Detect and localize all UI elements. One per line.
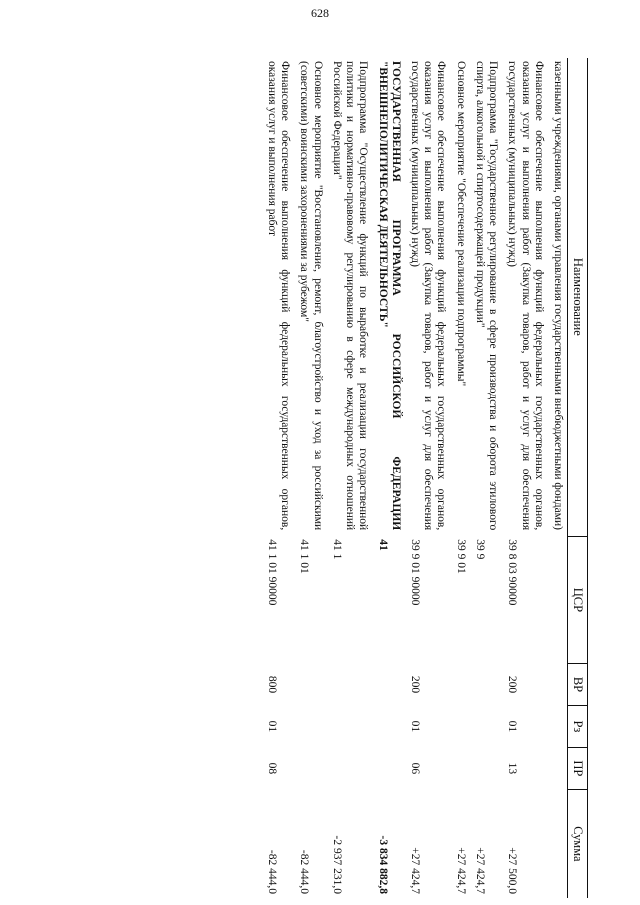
cell-rz bbox=[450, 705, 469, 747]
table-row bbox=[327, 58, 373, 898]
cell-pr bbox=[548, 747, 568, 789]
cell-name: Финансовое обеспечение выполнения функций федеральных государственных органов, оказания услуг и выполнения работ bbox=[266, 61, 292, 531]
header-sum: Сумма bbox=[568, 789, 588, 898]
cell-pr bbox=[327, 747, 373, 789]
table-row bbox=[294, 58, 326, 898]
cell-pr: 06 bbox=[409, 762, 422, 775]
cell-csr: 41 1 01 bbox=[298, 539, 311, 574]
cell-sum: -3 834 882,8 bbox=[376, 835, 389, 894]
budget-table-container bbox=[68, 58, 588, 898]
cell-csr: 39 9 bbox=[473, 539, 486, 560]
cell-name: Основное мероприятие "Восстановление, ремонт, благоустройство и уход за российскими (советскими) воинскими захоронениями за рубежом" bbox=[298, 61, 324, 531]
cell-vr bbox=[548, 664, 568, 706]
cell-vr bbox=[470, 664, 502, 706]
cell-csr: 39 8 03 90000 bbox=[506, 539, 519, 606]
cell-sum: +27 500,0 bbox=[506, 847, 519, 894]
cell-pr bbox=[294, 747, 326, 789]
cell-csr: 41 1 01 90000 bbox=[266, 539, 279, 606]
cell-vr: 800 bbox=[266, 675, 279, 694]
cell-name: Финансовое обеспечение выполнения функций федеральных государственных органов, оказания услуг и выполнения работ (Закупка товаров, работ и услуг для обеспечения государственных (муниципальных) нужд) bbox=[409, 61, 448, 531]
cell-csr: 41 1 bbox=[330, 539, 343, 560]
cell-name: Финансовое обеспечение выполнения функций федеральных государственных органов, оказания услуг и выполнения работ (Закупка товаров, работ и услуг для обеспечения государственных (муниципальных) нужд) bbox=[506, 61, 545, 531]
cell-csr: 41 bbox=[376, 539, 389, 551]
table-row bbox=[548, 58, 568, 898]
page-number: 628 bbox=[311, 6, 329, 20]
cell-name: Подпрограмма "Государственное регулирование в сфере производства и оборота этилового спирта, алкогольной и спиртосодержащей продукции" bbox=[473, 61, 500, 531]
cell-rz bbox=[372, 705, 404, 747]
cell-csr: 39 9 01 90000 bbox=[409, 539, 422, 606]
header-rz: Рз bbox=[568, 705, 588, 747]
cell-sum: +27 424,7 bbox=[454, 847, 467, 894]
header-pr: ПР bbox=[568, 747, 588, 789]
cell-vr: 200 bbox=[409, 675, 422, 694]
cell-name: Подпрограмма "Осуществление функций по выработке и реализации государственной политики и нормативно-правовому регулированию в сфере международных отношений Российской Федерации" bbox=[330, 61, 370, 531]
cell-rz bbox=[327, 705, 373, 747]
cell-vr: 200 bbox=[506, 675, 519, 694]
budget-table bbox=[262, 58, 588, 898]
header-name: Наименование bbox=[568, 58, 588, 536]
table-row bbox=[372, 58, 404, 898]
cell-pr bbox=[372, 747, 404, 789]
cell-csr bbox=[548, 536, 568, 663]
table-row bbox=[405, 58, 451, 898]
cell-rz: 01 bbox=[266, 720, 279, 733]
cell-sum: +27 424,7 bbox=[473, 847, 486, 894]
header-vr: ВР bbox=[568, 664, 588, 706]
cell-sum bbox=[548, 789, 568, 898]
cell-rz bbox=[548, 705, 568, 747]
cell-vr bbox=[294, 664, 326, 706]
table-row bbox=[450, 58, 469, 898]
cell-rz bbox=[470, 705, 502, 747]
table-row bbox=[262, 58, 294, 898]
cell-pr: 08 bbox=[266, 762, 279, 775]
cell-name: Основное мероприятие "Обеспечение реализации подпрограммы" bbox=[454, 61, 467, 387]
cell-pr bbox=[470, 747, 502, 789]
cell-vr bbox=[450, 664, 469, 706]
cell-pr bbox=[450, 747, 469, 789]
cell-csr: 39 9 01 bbox=[454, 539, 467, 574]
cell-vr bbox=[327, 664, 373, 706]
cell-rz bbox=[294, 705, 326, 747]
cell-rz: 01 bbox=[506, 720, 519, 733]
cell-pr: 13 bbox=[506, 762, 519, 775]
cell-name: ГОСУДАРСТВЕННАЯ ПРОГРАММА РОССИЙСКОЙ ФЕДЕРАЦИИ "ВНЕШНЕПОЛИТИЧЕСКАЯ ДЕЯТЕЛЬНОСТЬ" bbox=[376, 61, 402, 531]
cell-sum: +27 424,7 bbox=[409, 847, 422, 894]
cell-rz: 01 bbox=[409, 720, 422, 733]
table-header-row bbox=[568, 58, 588, 898]
cell-sum: -82 444,0 bbox=[266, 849, 279, 894]
header-csr: ЦСР bbox=[568, 536, 588, 663]
cell-vr bbox=[372, 664, 404, 706]
table-row bbox=[470, 58, 502, 898]
table-row bbox=[502, 58, 548, 898]
cell-sum: -82 444,0 bbox=[298, 849, 311, 894]
cell-sum: -2 937 231,0 bbox=[330, 835, 343, 894]
cell-name: казенными учреждениями, органами управления государственными внебюджетными фондами) bbox=[552, 61, 564, 530]
